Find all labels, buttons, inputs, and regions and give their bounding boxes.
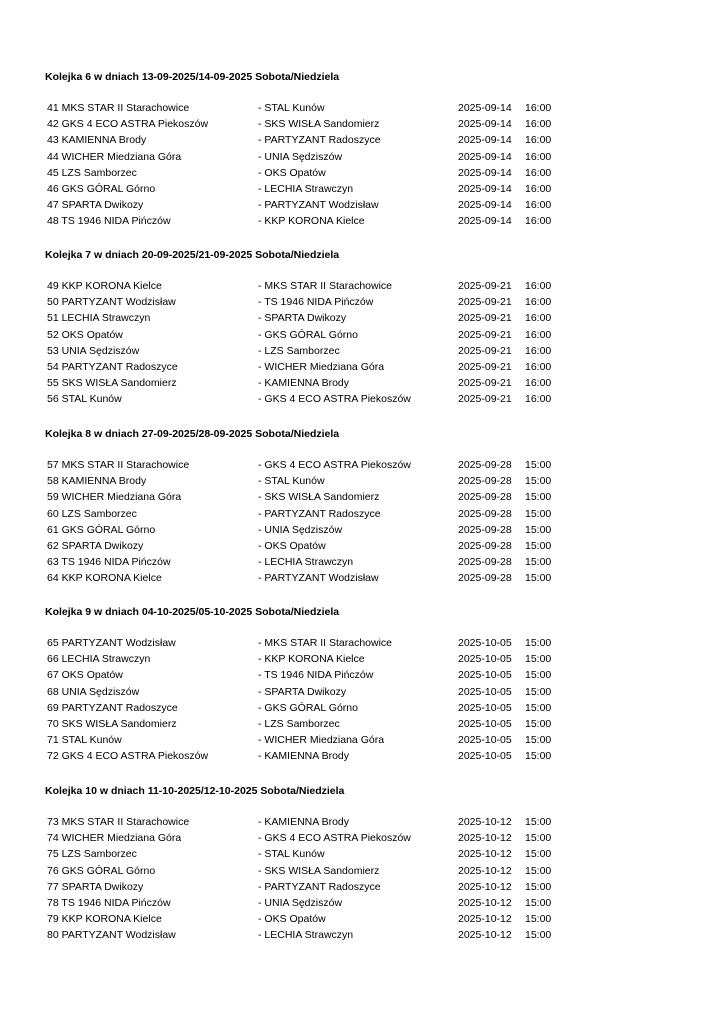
match-date: 2025-10-05 [458, 734, 512, 747]
match-time: 16:00 [525, 280, 552, 292]
match-time: 16:00 [525, 118, 552, 131]
match-time: 15:00 [525, 523, 552, 536]
match-row [0, 636, 724, 652]
home-team: 74 WICHER Miedziana Góra [47, 832, 182, 845]
match-date: 2025-10-12 [458, 832, 512, 845]
match-date: 2025-09-28 [458, 572, 512, 585]
match-date: 2025-09-14 [458, 182, 512, 195]
away-team: - PARTYZANT Wodzisław [258, 199, 379, 212]
match-row [0, 847, 724, 863]
match-list [0, 636, 724, 766]
home-team: 46 GKS GÓRAL Górno [47, 182, 156, 195]
round-title: Kolejka 10 w dniach 11-10-2025/12-10-2025 Sobota/Niedziela [45, 785, 345, 797]
match-list [0, 279, 724, 409]
match-row [0, 328, 724, 344]
home-team: 60 LZS Samborzec [47, 507, 137, 520]
home-team: 57 MKS STAR II Starachowice [47, 459, 190, 471]
match-date: 2025-10-05 [458, 750, 512, 763]
home-team: 65 PARTYZANT Wodzisław [47, 637, 176, 649]
match-date: 2025-10-12 [458, 896, 512, 909]
match-time: 15:00 [525, 864, 552, 877]
match-date: 2025-10-12 [458, 913, 512, 926]
match-time: 16:00 [525, 344, 552, 357]
match-date: 2025-09-14 [458, 199, 512, 212]
away-team: - TS 1946 NIDA Pińczów [258, 296, 374, 309]
match-row [0, 912, 724, 928]
match-time: 16:00 [525, 393, 552, 406]
match-date: 2025-09-28 [458, 539, 512, 552]
match-date: 2025-10-12 [458, 929, 512, 942]
away-team: - PARTYZANT Radoszyce [258, 507, 381, 520]
match-date: 2025-09-14 [458, 166, 512, 179]
home-team: 51 LECHIA Strawczyn [47, 312, 151, 325]
match-time: 15:00 [525, 848, 552, 861]
away-team: - KAMIENNA Brody [258, 750, 350, 763]
home-team: 62 SPARTA Dwikozy [47, 539, 144, 552]
away-team: - UNIA Sędziszów [258, 896, 343, 909]
match-time: 16:00 [525, 312, 552, 325]
home-team: 75 LZS Samborzec [47, 848, 137, 861]
away-team: - LZS Samborzec [258, 717, 340, 730]
match-row [0, 214, 724, 230]
match-row [0, 311, 724, 327]
match-time: 15:00 [525, 556, 552, 569]
match-date: 2025-09-28 [458, 507, 512, 520]
match-time: 16:00 [525, 215, 552, 228]
away-team: - PARTYZANT Wodzisław [258, 572, 379, 585]
match-row [0, 864, 724, 880]
away-team: - LECHIA Strawczyn [258, 556, 354, 569]
match-row [0, 571, 724, 587]
match-row [0, 507, 724, 523]
match-row [0, 652, 724, 668]
match-time: 15:00 [525, 491, 552, 504]
match-time: 15:00 [525, 539, 552, 552]
match-time: 15:00 [525, 572, 552, 585]
match-date: 2025-09-28 [458, 523, 512, 536]
match-row [0, 182, 724, 198]
home-team: 77 SPARTA Dwikozy [47, 880, 144, 893]
match-date: 2025-10-05 [458, 637, 512, 649]
home-team: 52 OKS Opatów [47, 328, 123, 341]
match-date: 2025-10-12 [458, 880, 512, 893]
match-time: 16:00 [525, 150, 552, 163]
match-row [0, 392, 724, 408]
round-title: Kolejka 8 w dniach 27-09-2025/28-09-2025 Sobota/Niedziela [45, 428, 340, 440]
match-date: 2025-09-21 [458, 296, 512, 309]
match-date: 2025-09-28 [458, 491, 512, 504]
match-time: 16:00 [525, 377, 552, 390]
away-team: - WICHER Miedziana Góra [258, 734, 385, 747]
home-team: 48 TS 1946 NIDA Pińczów [47, 215, 171, 228]
away-team: - KKP KORONA Kielce [258, 653, 365, 666]
away-team: - MKS STAR II Starachowice [258, 637, 393, 649]
match-row [0, 831, 724, 847]
match-time: 15:00 [525, 734, 552, 747]
match-date: 2025-09-28 [458, 475, 512, 488]
match-date: 2025-09-14 [458, 150, 512, 163]
match-row [0, 101, 724, 117]
home-team: 70 SKS WISŁA Sandomierz [47, 717, 177, 730]
match-row [0, 880, 724, 896]
match-time: 15:00 [525, 929, 552, 942]
match-date: 2025-09-21 [458, 344, 512, 357]
away-team: - WICHER Miedziana Góra [258, 360, 385, 373]
match-row [0, 279, 724, 295]
home-team: 58 KAMIENNA Brody [47, 475, 147, 488]
home-team: 71 STAL Kunów [47, 734, 122, 747]
match-date: 2025-09-14 [458, 215, 512, 228]
match-row [0, 133, 724, 149]
home-team: 41 MKS STAR II Starachowice [47, 102, 190, 114]
match-date: 2025-09-21 [458, 377, 512, 390]
match-row [0, 490, 724, 506]
match-list [0, 458, 724, 588]
match-row [0, 717, 724, 733]
away-team: - KKP KORONA Kielce [258, 215, 365, 228]
home-team: 72 GKS 4 ECO ASTRA Piekoszów [47, 750, 209, 763]
match-row [0, 701, 724, 717]
match-time: 15:00 [525, 507, 552, 520]
match-row [0, 539, 724, 555]
match-time: 15:00 [525, 896, 552, 909]
away-team: - STAL Kunów [258, 102, 325, 114]
away-team: - SKS WISŁA Sandomierz [258, 118, 380, 131]
home-team: 69 PARTYZANT Radoszyce [47, 701, 178, 714]
match-date: 2025-09-21 [458, 393, 512, 406]
match-date: 2025-09-21 [458, 312, 512, 325]
away-team: - PARTYZANT Radoszyce [258, 880, 381, 893]
match-row [0, 360, 724, 376]
match-row [0, 896, 724, 912]
away-team: - LECHIA Strawczyn [258, 929, 354, 942]
match-time: 15:00 [525, 685, 552, 698]
round-title: Kolejka 6 w dniach 13-09-2025/14-09-2025 Sobota/Niedziela [45, 71, 340, 83]
match-row [0, 474, 724, 490]
match-time: 16:00 [525, 134, 552, 147]
match-date: 2025-10-12 [458, 816, 512, 828]
home-team: 55 SKS WISŁA Sandomierz [47, 377, 177, 390]
match-time: 16:00 [525, 182, 552, 195]
away-team: - TS 1946 NIDA Pińczów [258, 669, 374, 682]
away-team: - GKS GÓRAL Górno [258, 701, 358, 714]
away-team: - OKS Opatów [258, 539, 326, 552]
match-date: 2025-10-05 [458, 701, 512, 714]
match-time: 16:00 [525, 328, 552, 341]
home-team: 59 WICHER Miedziana Góra [47, 491, 182, 504]
match-time: 15:00 [525, 459, 552, 471]
match-date: 2025-09-14 [458, 102, 512, 114]
match-time: 15:00 [525, 880, 552, 893]
home-team: 47 SPARTA Dwikozy [47, 199, 144, 212]
match-list [0, 101, 724, 231]
away-team: - GKS GÓRAL Górno [258, 328, 358, 341]
round-title: Kolejka 9 w dniach 04-10-2025/05-10-2025 Sobota/Niedziela [45, 606, 340, 618]
match-row [0, 928, 724, 944]
match-date: 2025-10-05 [458, 669, 512, 682]
match-time: 16:00 [525, 360, 552, 373]
match-row [0, 749, 724, 765]
match-list [0, 815, 724, 945]
away-team: - SPARTA Dwikozy [258, 312, 347, 325]
home-team: 56 STAL Kunów [47, 393, 122, 406]
match-date: 2025-10-05 [458, 685, 512, 698]
match-date: 2025-09-21 [458, 280, 512, 292]
match-time: 15:00 [525, 475, 552, 488]
away-team: - SKS WISŁA Sandomierz [258, 864, 380, 877]
match-row [0, 166, 724, 182]
away-team: - UNIA Sędziszów [258, 150, 343, 163]
match-time: 16:00 [525, 102, 552, 114]
match-date: 2025-10-12 [458, 848, 512, 861]
away-team: - KAMIENNA Brody [258, 816, 350, 828]
match-row [0, 668, 724, 684]
match-row [0, 150, 724, 166]
away-team: - KAMIENNA Brody [258, 377, 350, 390]
home-team: 61 GKS GÓRAL Górno [47, 523, 156, 536]
match-row [0, 344, 724, 360]
match-row [0, 117, 724, 133]
away-team: - STAL Kunów [258, 475, 325, 488]
away-team: - LZS Samborzec [258, 344, 340, 357]
home-team: 50 PARTYZANT Wodzisław [47, 296, 176, 309]
match-row [0, 295, 724, 311]
away-team: - SPARTA Dwikozy [258, 685, 347, 698]
match-time: 15:00 [525, 832, 552, 845]
match-date: 2025-09-21 [458, 360, 512, 373]
match-row [0, 815, 724, 831]
home-team: 49 KKP KORONA Kielce [47, 280, 162, 292]
match-time: 16:00 [525, 199, 552, 212]
match-row [0, 685, 724, 701]
match-date: 2025-09-28 [458, 459, 512, 471]
match-row [0, 376, 724, 392]
match-date: 2025-09-28 [458, 556, 512, 569]
match-time: 15:00 [525, 750, 552, 763]
away-team: - LECHIA Strawczyn [258, 182, 354, 195]
away-team: - OKS Opatów [258, 913, 326, 926]
home-team: 43 KAMIENNA Brody [47, 134, 147, 147]
away-team: - OKS Opatów [258, 166, 326, 179]
match-date: 2025-10-05 [458, 653, 512, 666]
away-team: - MKS STAR II Starachowice [258, 280, 393, 292]
match-date: 2025-10-05 [458, 717, 512, 730]
home-team: 73 MKS STAR II Starachowice [47, 816, 190, 828]
match-row [0, 733, 724, 749]
match-row [0, 458, 724, 474]
home-team: 45 LZS Samborzec [47, 166, 137, 179]
away-team: - SKS WISŁA Sandomierz [258, 491, 380, 504]
match-date: 2025-09-14 [458, 134, 512, 147]
match-date: 2025-09-14 [458, 118, 512, 131]
home-team: 80 PARTYZANT Wodzisław [47, 929, 176, 942]
home-team: 54 PARTYZANT Radoszyce [47, 360, 178, 373]
home-team: 64 KKP KORONA Kielce [47, 572, 162, 585]
match-time: 16:00 [525, 166, 552, 179]
home-team: 53 UNIA Sędziszów [47, 344, 140, 357]
round-title: Kolejka 7 w dniach 20-09-2025/21-09-2025 Sobota/Niedziela [45, 249, 340, 261]
home-team: 68 UNIA Sędziszów [47, 685, 140, 698]
match-time: 15:00 [525, 701, 552, 714]
match-time: 15:00 [525, 669, 552, 682]
match-time: 16:00 [525, 296, 552, 309]
match-row [0, 555, 724, 571]
away-team: - GKS 4 ECO ASTRA Piekoszów [258, 393, 411, 406]
away-team: - PARTYZANT Radoszyce [258, 134, 381, 147]
match-time: 15:00 [525, 913, 552, 926]
home-team: 66 LECHIA Strawczyn [47, 653, 151, 666]
match-time: 15:00 [525, 637, 552, 649]
away-team: - GKS 4 ECO ASTRA Piekoszów [258, 459, 411, 471]
home-team: 67 OKS Opatów [47, 669, 123, 682]
match-row [0, 523, 724, 539]
match-time: 15:00 [525, 717, 552, 730]
home-team: 42 GKS 4 ECO ASTRA Piekoszów [47, 118, 209, 131]
match-row [0, 198, 724, 214]
home-team: 79 KKP KORONA Kielce [47, 913, 162, 926]
away-team: - UNIA Sędziszów [258, 523, 343, 536]
home-team: 78 TS 1946 NIDA Pińczów [47, 896, 171, 909]
home-team: 76 GKS GÓRAL Górno [47, 864, 156, 877]
away-team: - GKS 4 ECO ASTRA Piekoszów [258, 832, 411, 845]
match-time: 15:00 [525, 653, 552, 666]
home-team: 63 TS 1946 NIDA Pińczów [47, 556, 171, 569]
away-team: - STAL Kunów [258, 848, 325, 861]
home-team: 44 WICHER Miedziana Góra [47, 150, 182, 163]
match-date: 2025-10-12 [458, 864, 512, 877]
match-time: 15:00 [525, 816, 552, 828]
match-date: 2025-09-21 [458, 328, 512, 341]
